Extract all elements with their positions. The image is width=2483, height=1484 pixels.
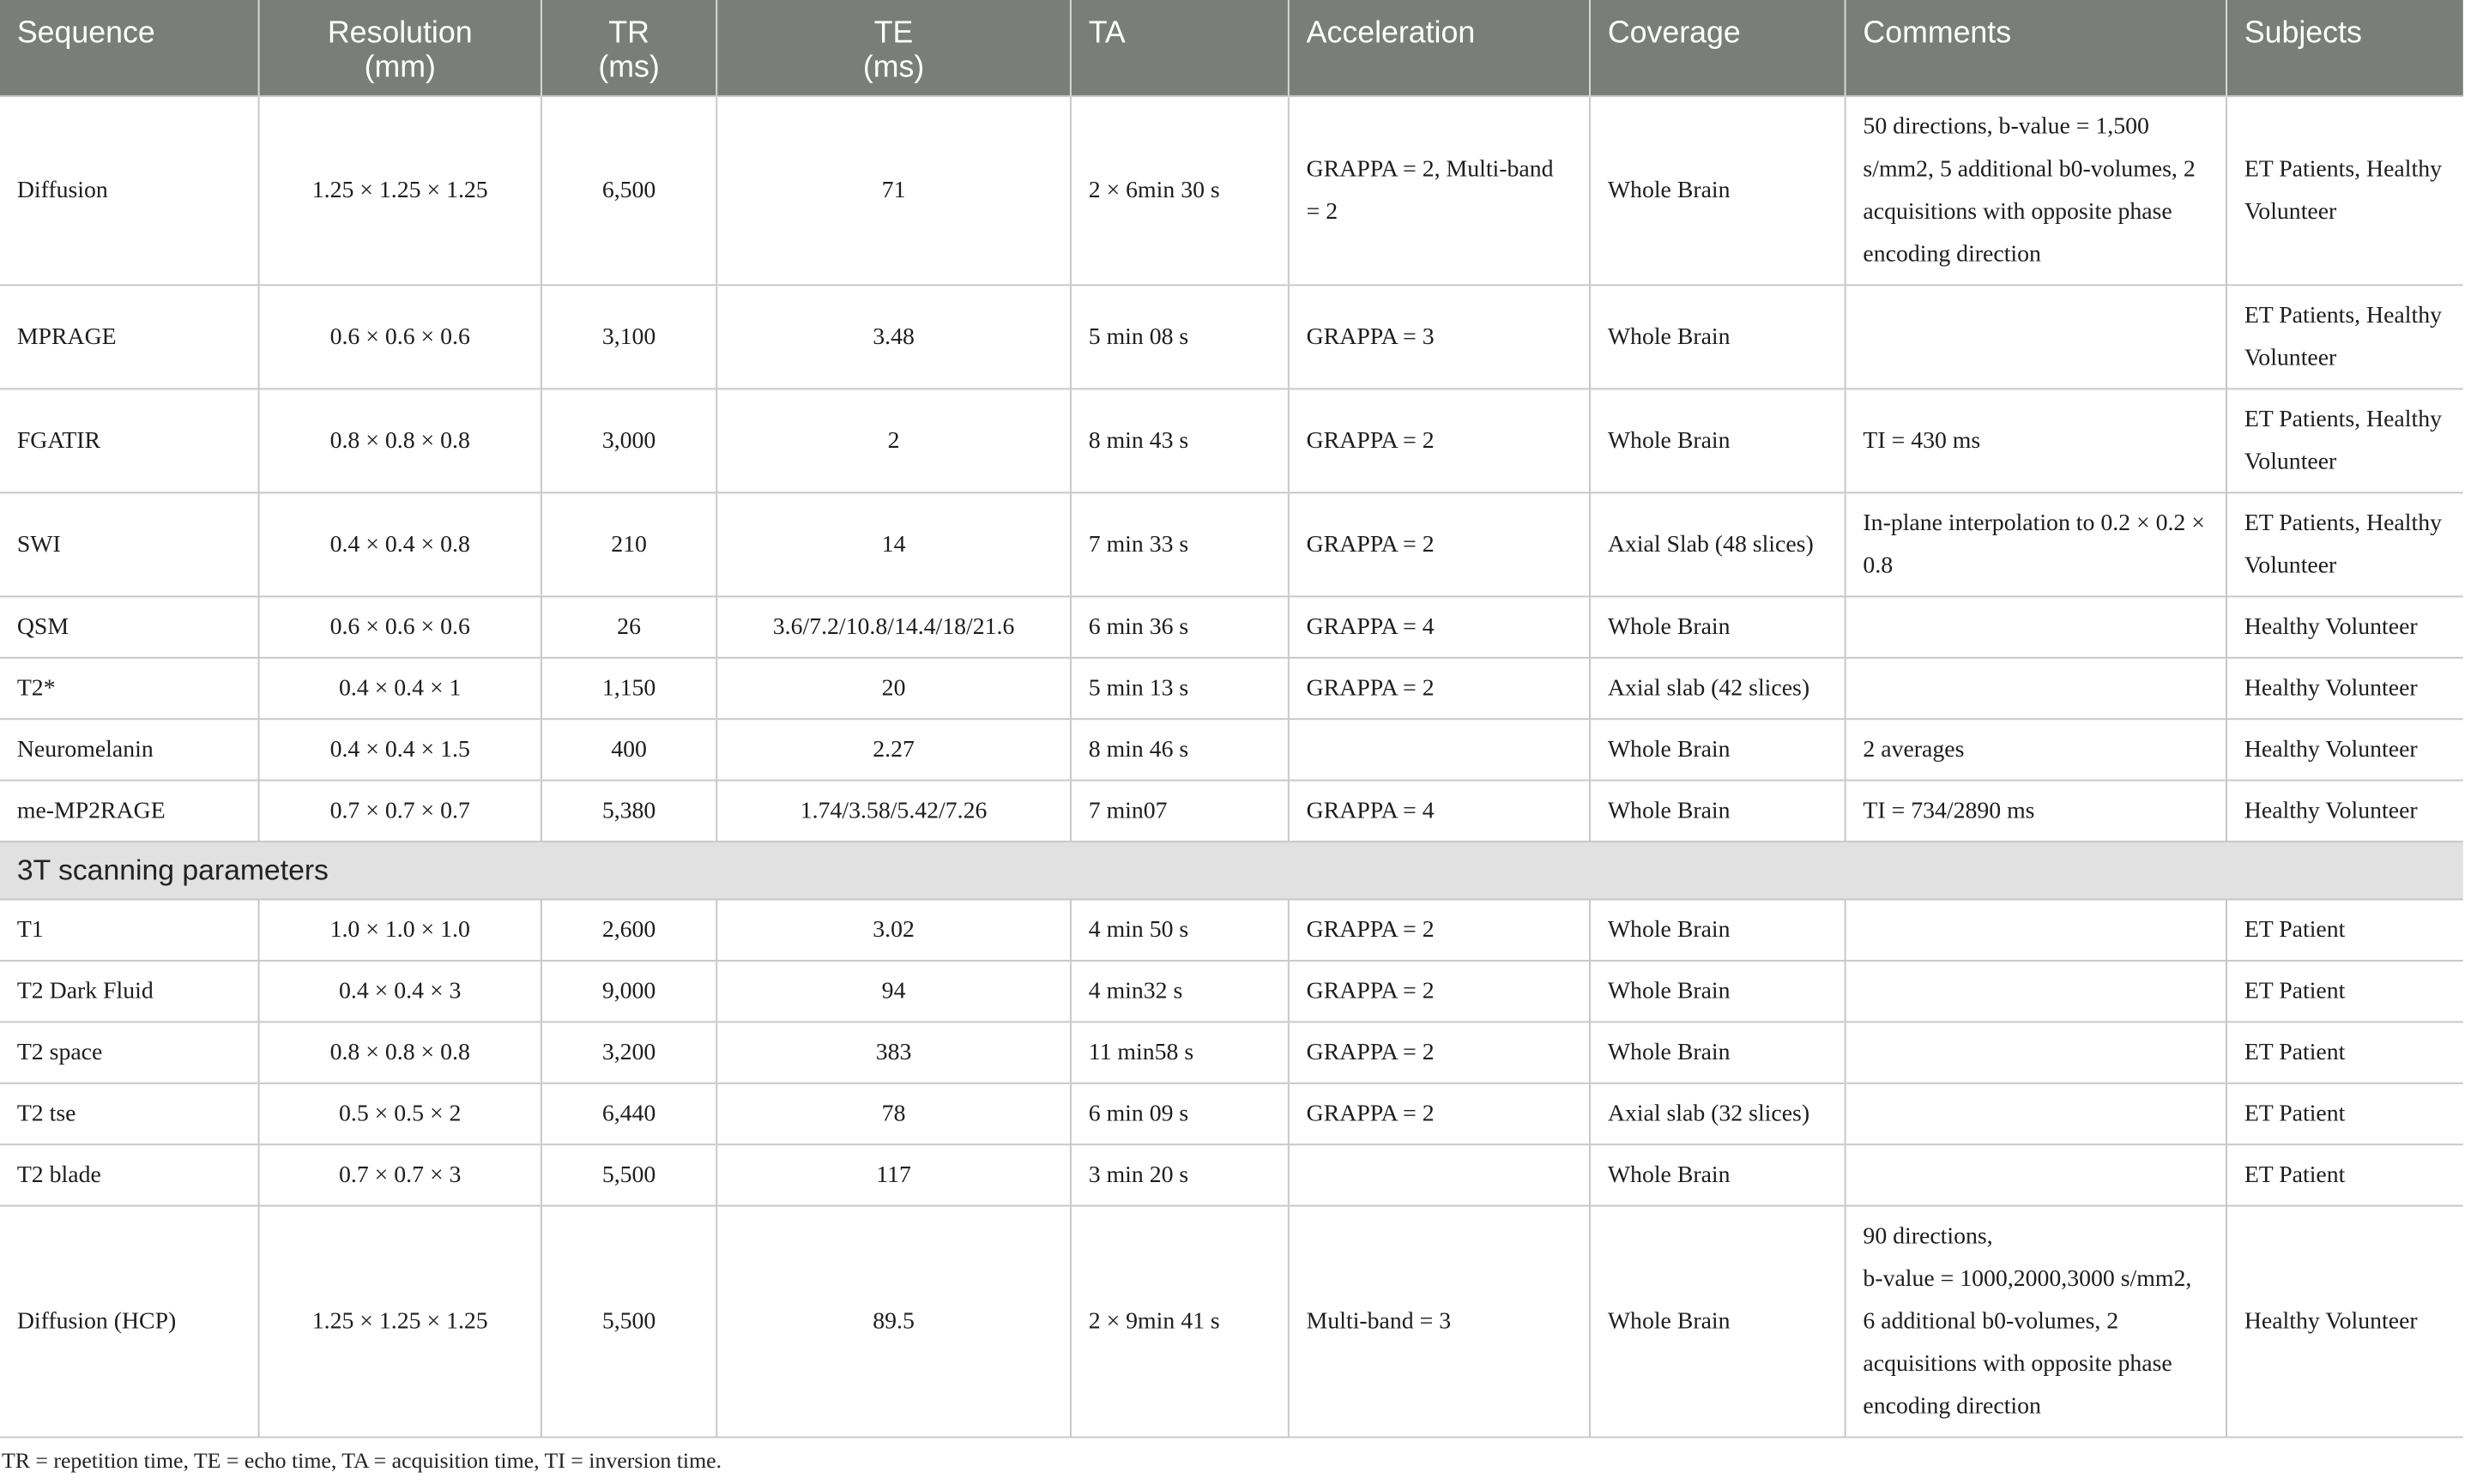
cell-resolution: 0.6 × 0.6 × 0.6 [259,596,541,657]
cell-comments [1846,1022,2226,1083]
cell-subjects: ET Patient [2226,1144,2463,1205]
cell-subjects: ET Patient [2226,1083,2463,1144]
cell-ta: 6 min 09 s [1071,1083,1289,1144]
cell-subjects: ET Patients, Healthy Volunteer [2226,96,2463,285]
cell-tr: 9,000 [541,961,716,1022]
cell-te: 71 [716,96,1071,285]
table-row [0,596,2463,657]
cell-comments [1846,658,2226,719]
cell-tr: 6,500 [541,96,716,285]
cell-acceleration: Multi-band = 3 [1289,1206,1590,1438]
header-coverage: Coverage [1590,0,1846,96]
cell-acceleration: GRAPPA = 4 [1289,596,1590,657]
cell-resolution: 0.5 × 0.5 × 2 [259,1083,541,1144]
table-row [0,96,2463,285]
cell-ta: 2 × 9min 41 s [1071,1206,1289,1438]
cell-ta: 2 × 6min 30 s [1071,96,1289,285]
cell-comments: 2 averages [1846,719,2226,780]
section-title: 3T scanning parameters [0,842,2463,899]
cell-comments: TI = 734/2890 ms [1846,781,2226,842]
cell-acceleration: GRAPPA = 2 [1289,389,1590,492]
cell-subjects: Healthy Volunteer [2226,658,2463,719]
cell-subjects: Healthy Volunteer [2226,1206,2463,1438]
cell-resolution: 1.25 × 1.25 × 1.25 [259,1206,541,1438]
cell-ta: 7 min07 [1071,781,1289,842]
cell-subjects: ET Patient [2226,961,2463,1022]
cell-te: 89.5 [716,1206,1071,1438]
header-subjects: Subjects [2226,0,2463,96]
cell-tr: 3,200 [541,1022,716,1083]
cell-sequence: QSM [0,596,259,657]
cell-coverage: Whole Brain [1590,719,1846,780]
cell-coverage: Whole Brain [1590,900,1846,961]
cell-sequence: T2 Dark Fluid [0,961,259,1022]
cell-subjects: ET Patient [2226,900,2463,961]
cell-ta: 7 min 33 s [1071,492,1289,596]
header-acceleration: Acceleration [1289,0,1590,96]
cell-acceleration: GRAPPA = 2 [1289,1022,1590,1083]
cell-comments: 90 directions, b-value = 1000,2000,3000 s/mm2, 6 additional b0-volumes, 2 acquisitions with opposite phase encoding direction [1846,1206,2226,1438]
cell-sequence: MPRAGE [0,285,259,389]
cell-coverage: Axial slab (32 slices) [1590,1083,1846,1144]
cell-resolution: 0.4 × 0.4 × 1 [259,658,541,719]
cell-te: 2.27 [716,719,1071,780]
cell-coverage: Whole Brain [1590,1022,1846,1083]
cell-comments [1846,596,2226,657]
cell-te: 3.02 [716,900,1071,961]
cell-comments: TI = 430 ms [1846,389,2226,492]
cell-tr: 210 [541,492,716,596]
cell-sequence: me-MP2RAGE [0,781,259,842]
cell-te: 20 [716,658,1071,719]
cell-acceleration [1289,719,1590,780]
cell-tr: 5,380 [541,781,716,842]
section-row [0,842,2463,899]
cell-subjects: Healthy Volunteer [2226,781,2463,842]
header-comments: Comments [1846,0,2226,96]
cell-coverage: Axial slab (42 slices) [1590,658,1846,719]
cell-resolution: 0.4 × 0.4 × 3 [259,961,541,1022]
cell-sequence: Diffusion [0,96,259,285]
cell-ta: 8 min 43 s [1071,389,1289,492]
cell-resolution: 0.4 × 0.4 × 0.8 [259,492,541,596]
cell-acceleration: GRAPPA = 3 [1289,285,1590,389]
table-row [0,1022,2463,1083]
cell-acceleration: GRAPPA = 2 [1289,658,1590,719]
cell-ta: 11 min58 s [1071,1022,1289,1083]
cell-resolution: 1.0 × 1.0 × 1.0 [259,900,541,961]
header-ta: TA [1071,0,1289,96]
cell-subjects: ET Patients, Healthy Volunteer [2226,389,2463,492]
cell-comments [1846,1083,2226,1144]
cell-tr: 5,500 [541,1144,716,1205]
cell-tr: 1,150 [541,658,716,719]
cell-resolution: 0.8 × 0.8 × 0.8 [259,389,541,492]
cell-te: 383 [716,1022,1071,1083]
cell-coverage: Whole Brain [1590,1206,1846,1438]
cell-sequence: T1 [0,900,259,961]
table-row [0,781,2463,842]
cell-ta: 6 min 36 s [1071,596,1289,657]
cell-ta: 5 min 08 s [1071,285,1289,389]
cell-acceleration [1289,1144,1590,1205]
cell-sequence: T2 tse [0,1083,259,1144]
cell-tr: 400 [541,719,716,780]
cell-resolution: 0.7 × 0.7 × 0.7 [259,781,541,842]
cell-resolution: 0.8 × 0.8 × 0.8 [259,1022,541,1083]
cell-te: 3.6/7.2/10.8/14.4/18/21.6 [716,596,1071,657]
cell-sequence: Neuromelanin [0,719,259,780]
table-body [0,96,2463,1437]
table-row [0,492,2463,596]
cell-ta: 8 min 46 s [1071,719,1289,780]
cell-coverage: Whole Brain [1590,781,1846,842]
cell-tr: 3,100 [541,285,716,389]
cell-coverage: Whole Brain [1590,389,1846,492]
cell-comments: In-plane interpolation to 0.2 × 0.2 × 0.8 [1846,492,2226,596]
cell-resolution: 1.25 × 1.25 × 1.25 [259,96,541,285]
cell-comments [1846,900,2226,961]
table-row [0,900,2463,961]
table-row [0,1206,2463,1438]
cell-resolution: 0.6 × 0.6 × 0.6 [259,285,541,389]
cell-resolution: 0.4 × 0.4 × 1.5 [259,719,541,780]
cell-subjects: ET Patients, Healthy Volunteer [2226,492,2463,596]
cell-tr: 26 [541,596,716,657]
cell-sequence: SWI [0,492,259,596]
cell-comments: 50 directions, b-value = 1,500 s/mm2, 5 additional b0-volumes, 2 acquisitions with opposite phase encoding direction [1846,96,2226,285]
cell-comments [1846,285,2226,389]
cell-sequence: FGATIR [0,389,259,492]
cell-acceleration: GRAPPA = 2 [1289,492,1590,596]
table-row [0,961,2463,1022]
cell-ta: 5 min 13 s [1071,658,1289,719]
table-row [0,1144,2463,1205]
cell-comments [1846,1144,2226,1205]
cell-sequence: T2* [0,658,259,719]
table-footnote: TR = repetition time, TE = echo time, TA = acquisition time, TI = inversion time. [1,1448,722,1474]
cell-tr: 5,500 [541,1206,716,1438]
cell-tr: 2,600 [541,900,716,961]
cell-subjects: Healthy Volunteer [2226,596,2463,657]
cell-comments [1846,961,2226,1022]
cell-coverage: Whole Brain [1590,1144,1846,1205]
cell-coverage: Whole Brain [1590,96,1846,285]
cell-sequence: Diffusion (HCP) [0,1206,259,1438]
cell-coverage: Whole Brain [1590,961,1846,1022]
cell-acceleration: GRAPPA = 2 [1289,900,1590,961]
cell-te: 2 [716,389,1071,492]
table-row [0,1083,2463,1144]
cell-ta: 3 min 20 s [1071,1144,1289,1205]
table-row [0,658,2463,719]
cell-coverage: Axial Slab (48 slices) [1590,492,1846,596]
cell-coverage: Whole Brain [1590,596,1846,657]
cell-acceleration: GRAPPA = 4 [1289,781,1590,842]
cell-te: 1.74/3.58/5.42/7.26 [716,781,1071,842]
cell-subjects: ET Patient [2226,1022,2463,1083]
cell-tr: 6,440 [541,1083,716,1144]
header-row [0,0,2463,96]
cell-tr: 3,000 [541,389,716,492]
table-row [0,389,2463,492]
cell-te: 14 [716,492,1071,596]
cell-te: 3.48 [716,285,1071,389]
cell-acceleration: GRAPPA = 2, Multi-band = 2 [1289,96,1590,285]
header-tr: TR (ms) [541,0,716,96]
header-resolution: Resolution (mm) [259,0,541,96]
cell-te: 94 [716,961,1071,1022]
cell-te: 78 [716,1083,1071,1144]
cell-acceleration: GRAPPA = 2 [1289,1083,1590,1144]
table-row [0,285,2463,389]
cell-ta: 4 min32 s [1071,961,1289,1022]
cell-subjects: ET Patients, Healthy Volunteer [2226,285,2463,389]
cell-sequence: T2 space [0,1022,259,1083]
header-te: TE (ms) [716,0,1071,96]
cell-ta: 4 min 50 s [1071,900,1289,961]
cell-acceleration: GRAPPA = 2 [1289,961,1590,1022]
cell-subjects: Healthy Volunteer [2226,719,2463,780]
cell-sequence: T2 blade [0,1144,259,1205]
header-sequence: Sequence [0,0,259,96]
cell-te: 117 [716,1144,1071,1205]
table-row [0,719,2463,780]
cell-coverage: Whole Brain [1590,285,1846,389]
cell-resolution: 0.7 × 0.7 × 3 [259,1144,541,1205]
